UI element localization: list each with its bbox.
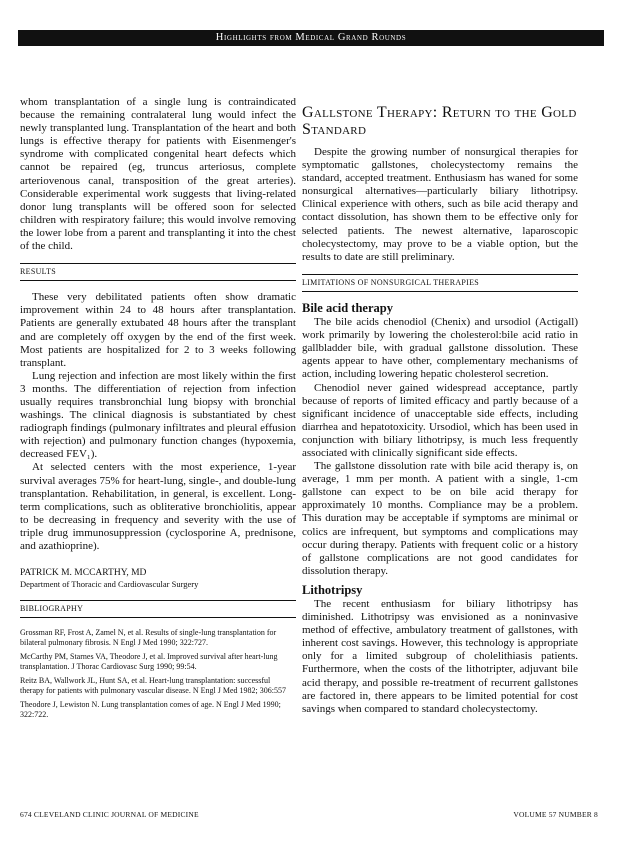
bile-acid-paragraph-3: The gallstone dissolution rate with bile acid therapy is, on average, 1 mm per month. A patient with a single, 1-cm gallstone can expect to be on bile acid therapy for approximately 10 months. Compliance may be a problem. This duration may be acceptable if symptoms are minimal or colics are infrequent, but symptoms and complications may occur during therapy. Patients with frequent colic or a history of gallstone complications are not good candidates for dissolution therapy. [302, 460, 578, 577]
bibliography-entry: Theodore J, Lewiston N. Lung transplantation comes of age. N Engl J Med 1990; 322:722. [20, 700, 281, 720]
results-paragraph-1: These very debilitated patients often show dramatic improvement within 24 to 48 hours after transplantation. Patients are generally extubated 48 hours after the transplant and are completely off oxygen by the end of the first week. Most patients are hospitalized for 2 to 3 weeks following transplant. [20, 291, 296, 369]
bibliography-entry: Grossman RF, Frost A, Zamel N, et al. Results of single-lung transplantation for bilateral pulmonary fibrosis. N Engl J Med 1990; 322:727. [20, 628, 277, 648]
footer-journal: 674 CLEVELAND CLINIC JOURNAL OF MEDICINE [20, 810, 199, 819]
article-title: Gallstone Therapy: Return to the Gold Standard [302, 104, 577, 138]
bile-acid-paragraph-2: Chenodiol never gained widespread acceptance, partly because of reports of limited efficacy and partly because of a significant incidence of unacceptable side effects, including diarrhea and hepatotoxicity. Ursodiol, which has been used in conjunction with biliary lithotripsy, is much less frequently associated with clinically significant side effects. [302, 381, 578, 459]
footer-volume: VOLUME 57 NUMBER 8 [513, 810, 598, 819]
limitations-heading: LIMITATIONS OF NONSURGICAL THERAPIES [302, 274, 578, 292]
bibliography-heading: BIBLIOGRAPHY [20, 600, 296, 618]
right-intro-paragraph: Despite the growing number of nonsurgical therapies for symptomatic gallstones, cholecystectomy remains the standard, accepted treatment. Enthusiasm has waned for some nonsurgical alternatives—particularly biliary lithotripsy. Clinical experience with others, such as bile acid therapy and contact dissolution, has shown them to be effective only for selected patients. The newest alternative, laparoscopic cholecystectomy, may prove to be a viable option, but the results to date are still preliminary. [302, 146, 578, 263]
left-intro-paragraph: whom transplantation of a single lung is contraindicated because the remaining contralateral lung would infect the newly transplanted lung. Transplantation of the heart and both lungs is effective therapy for patients with Eisenmenger's syndrome with complicated congenital heart defects which cannot be repaired (eg, truncus arteriosus, complete arteriovenous canal, transposition of the great arteries). Considerable experimental work suggests that living-related donor lung transplants will be offered soon for selected children with respiratory failure; this would involve removing the lower lobe from a parent and transplanting it into the chest of the child. [20, 96, 296, 253]
results-paragraph-3: At selected centers with the most experience, 1-year survival averages 75% for heart-lung, single-, and double-lung transplantation. Rehabilitation, in general, is excellent. Long-term complications, such as obliterative bronchiolitis, appear to be decreasing in frequency and severity with the use of triple drug immunosuppression (cyclosporine A, prednisone, and azathioprine). [20, 461, 296, 552]
bile-acid-paragraph-1: The bile acids chenodiol (Chenix) and ursodiol (Actigall) work primarily by lowering the cholesterol:bile acid ratio in gallbladder bile, with gradual gallstone dissolution. These agents appear to have other, complementary mechanisms of action, including lowering hepatic cholesterol secretion. [302, 316, 578, 381]
bibliography-entry: Reitz BA, Wallwork JL, Hunt SA, et al. Heart-lung transplantation: successful therapy for patients with pulmonary vascular disease. N Engl J Med 1982; 306:557 [20, 676, 286, 696]
lithotripsy-subheading: Lithotripsy [302, 582, 363, 597]
author-department: Department of Thoracic and Cardiovascular Surgery [20, 579, 199, 590]
bibliography-entry: McCarthy PM, Starnes VA, Theodore J, et al. Improved survival after heart-lung transplantation. J Thorac Cardiovasc Surg 1990; 99:54. [20, 652, 278, 672]
section-banner: Highlights from Medical Grand Rounds [18, 30, 604, 46]
author-name: PATRICK M. MCCARTHY, MD [20, 568, 147, 579]
results-paragraph-2: Lung rejection and infection are most likely within the first 3 months. The differentiation of rejection from infection usually requires transbronchial lung biopsy with bronchial washings. The clinical diagnosis is substantiated by chest radiograph findings (pulmonary infiltrates and pleural effusion with rejection) and pulmonary function changes (hypoxemia, decreased FEV₁). [20, 369, 296, 461]
results-heading: RESULTS [20, 263, 296, 281]
bile-acid-subheading: Bile acid therapy [302, 300, 393, 315]
right-column [302, 96, 578, 716]
left-column [20, 96, 296, 724]
lithotripsy-paragraph-1: The recent enthusiasm for biliary lithotripsy has diminished. Lithotripsy was envisioned as a noninvasive method of effective, ambulatory treatment of gallstones, with inherent cost savings. However, this technology is appropriate only for a limited subgroup of cholelithiasis patients. Furthermore, when the costs of the lithotripter, adjuvant bile acid therapy, and possible re-treatment of recurrent gallstones are factored in, there appears to be limited potential for cost savings when compared to standard cholecystectomy. [302, 598, 578, 715]
